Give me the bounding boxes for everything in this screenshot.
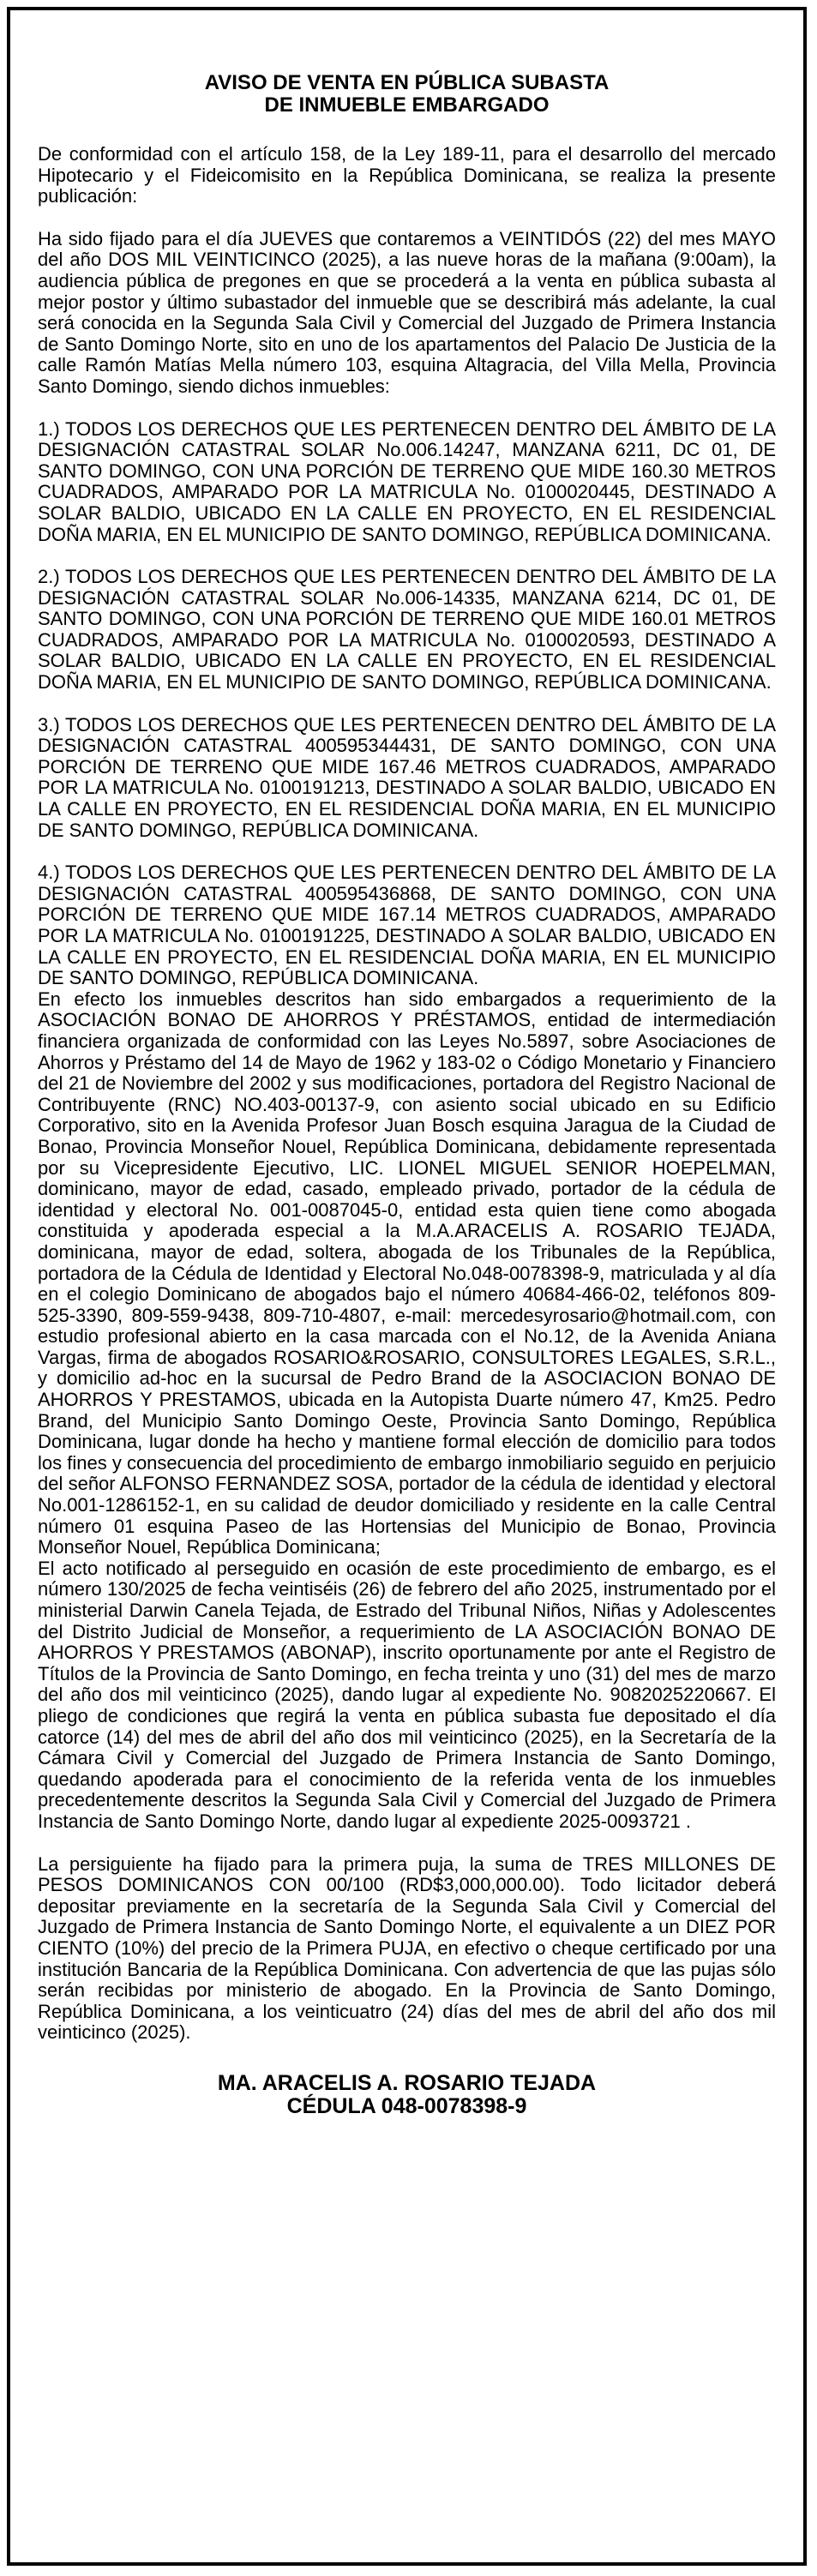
notice-title <box>38 72 776 117</box>
property-3: 3.) TODOS LOS DERECHOS QUE LES PERTENECEN DENTRO DEL ÁMBITO DE LA DESIGNACIÓN CATASTRAL 400595344431, DE SANTO DOMINGO, CON UNA PORCIÓN DE TERRENO QUE MIDE 167.46 METROS CUADRADOS, AMPARADO POR LA MATRICULA No. 0100191213, DESTINADO A SOLAR BALDIO, UBICADO EN LA CALLE EN PROYECTO, EN EL RESIDENCIAL DOÑA MARIA, EN EL MUNICIPIO DE SANTO DOMINGO, REPÚBLICA DOMINICANA. <box>38 713 776 841</box>
signature-id: CÉDULA 048-0078398-9 <box>286 2093 527 2118</box>
embargo-paragraph: En efecto los inmuebles descritos han sido embargados a requerimiento de la ASOCIACIÓN BONAO DE AHORROS Y PRÉSTAMOS, entidad de intermediación financiera organizada de conformidad con las Leyes No.5897, sobre Asociaciones de Ahorros y Préstamo del 14 de Mayo de 1962 y 183-02 o Código Monetario y Financiero del 21 de Noviembre del 2002 y sus modificaciones, portadora del Registro Nacional de Contribuyente (RNC) NO.403-00137-9, con asiento social ubicado en su Edificio Corporativo, sito en la Avenida Profesor Juan Bosch esquina Jaragua de la Ciudad de Bonao, Provincia Monseñor Nouel, República Dominicana, debidamente representada por su Vicepresidente Ejecutivo, LIC. LIONEL MIGUEL SENIOR HOEPELMAN, dominicano, mayor de edad, casado, empleado privado, portador de la cédula de identidad y electoral No. 001-0087045-0, entidad esta quien tiene como abogada constituida y apoderada especial a la M.A.ARACELIS A. ROSARIO TEJADA, dominicana, mayor de edad, soltera, abogada de los Tribunales de la República, portadora de la Cédula de Identidad y Electoral No.048-0078398-9, matriculada y al día en el colegio Dominicano de abogados bajo el número 40684-466-02, teléfonos 809-525-3390, 809-559-9438, 809-710-4807, e-mail: mercedesyrosario@hotmail.com, con estudio profesional abierto en la casa marcada con el No.12, de la Avenida Aniana Vargas, firma de abogados ROSARIO&ROSARIO, CONSULTORES LEGALES, S.R.L., y domicilio ad-hoc en la sucursal de Pedro Brand de la ASOCIACION BONAO DE AHORROS Y PRESTAMOS, ubicada en la Autopista Duarte número 47, Km25. Pedro Brand, del Municipio Santo Domingo Oeste, Provincia Santo Domingo, República Dominicana, lugar donde ha hecho y mantiene formal elección de domicilio para todos los fines y consecuencia del procedimiento de embargo inmobiliario seguido en perjuicio del señor ALFONSO FERNANDEZ SOSA, portador de la cédula de identidad y electoral No.001-1286152-1, en su calidad de deudor domiciliado y residente en la calle Central número 01 esquina Paseo de las Hortensias del Municipio de Bonao, Provincia Monseñor Nouel, República Dominicana; <box>38 988 776 1558</box>
property-1: 1.) TODOS LOS DERECHOS QUE LES PERTENECEN DENTRO DEL ÁMBITO DE LA DESIGNACIÓN CATASTRAL SOLAR No.006.14247, MANZANA 6211, DC 01, DE SANTO DOMINGO, CON UNA PORCIÓN DE TERRENO QUE MIDE 160.30 METROS CUADRADOS, AMPARADO POR LA MATRICULA No. 0100020445, DESTINADO A SOLAR BALDIO, UBICADO EN LA CALLE EN PROYECTO, EN EL RESIDENCIAL DOÑA MARIA, EN EL MUNICIPIO DE SANTO DOMINGO, REPÚBLICA DOMINICANA. <box>38 417 776 545</box>
property-4: 4.) TODOS LOS DERECHOS QUE LES PERTENECEN DENTRO DEL ÁMBITO DE LA DESIGNACIÓN CATASTRAL 400595436868, DE SANTO DOMINGO, CON UNA PORCIÓN DE TERRENO QUE MIDE 167.14 METROS CUADRADOS, AMPARADO POR LA MATRICULA No. 0100191225, DESTINADO A SOLAR BALDIO, UBICADO EN LA CALLE EN PROYECTO, EN EL RESIDENCIAL DOÑA MARIA, EN EL MUNICIPIO DE SANTO DOMINGO, REPÚBLICA DOMINICANA. <box>38 862 776 989</box>
notice-border <box>7 7 807 2566</box>
title-line-1: AVISO DE VENTA EN PÚBLICA SUBASTA <box>204 71 610 94</box>
intro-paragraph: De conformidad con el artículo 158, de la Ley 189-11, para el desarrollo del mercado Hipotecario y el Fideicomisito en la República Dominicana, se realiza la presente publicación: <box>38 143 776 207</box>
notice-body <box>38 72 776 2118</box>
signature-block <box>38 2072 776 2118</box>
property-2: 2.) TODOS LOS DERECHOS QUE LES PERTENECEN DENTRO DEL ÁMBITO DE LA DESIGNACIÓN CATASTRAL SOLAR No.006-14335, MANZANA 6214, DC 01, DE SANTO DOMINGO, CON UNA PORCIÓN DE TERRENO QUE MIDE 160.01 METROS CUADRADOS, AMPARADO POR LA MATRICULA No. 0100020593, DESTINADO A SOLAR BALDIO, UBICADO EN LA CALLE EN PROYECTO, EN EL RESIDENCIAL DOÑA MARIA, EN EL MUNICIPIO DE SANTO DOMINGO, REPÚBLICA DOMINICANA. <box>38 566 776 694</box>
signature-name: MA. ARACELIS A. ROSARIO TEJADA <box>217 2070 597 2095</box>
title-line-2: DE INMUEBLE EMBARGADO <box>264 93 550 117</box>
schedule-paragraph: Ha sido fijado para el día JUEVES que contaremos a VEINTIDÓS (22) del mes MAYO del año DOS MIL VEINTICINCO (2025), a las nueve horas de la mañana (9:00am), la audiencia pública de pregones en que se procederá a la venta en pública subasta al mejor postor y último subastador del inmueble que se describirá más adelante, la cual será conocida en la Segunda Sala Civil y Comercial del Juzgado de Primera Instancia de Santo Domingo Norte, sito en uno de los apartamentos del Palacio De Justicia de la calle Ramón Matías Mella número 103, esquina Altagracia, del Villa Mella, Provincia Santo Domingo, siendo dichos inmuebles: <box>38 227 776 397</box>
act-paragraph: El acto notificado al perseguido en ocasión de este procedimiento de embargo, es el número 130/2025 de fecha veintiséis (26) de febrero del año 2025, instrumentado por el ministerial Darwin Canela Tejada, de Estrado del Tribunal Niños, Niñas y Adolescentes del Distrito Judicial de Monseñor, a requerimiento de LA ASOCIACIÓN BONAO DE AHORROS Y PRESTAMOS (ABONAP), inscrito oportunamente por ante el Registro de Títulos de la Provincia de Santo Domingo, en fecha treinta y uno (31) del mes de marzo del año dos mil veinticinco (2025), dando lugar al expediente No. 9082025220667. El pliego de condiciones que regirá la venta en pública subasta fue depositado el día catorce (14) del mes de abril del año dos mil veinticinco (2025), en la Secretaría de la Cámara Civil y Comercial del Juzgado de Primera Instancia de Santo Domingo, quedando apoderada para el conocimiento de la referida venta de los inmuebles precedentemente descritos la Segunda Sala Civil y Comercial del Juzgado de Primera Instancia de Santo Domingo Norte, dando lugar al expediente 2025-0093721 . <box>38 1557 776 1832</box>
first-bid-paragraph: La persiguiente ha fijado para la primera puja, la suma de TRES MILLONES DE PESOS DOMINICANOS CON 00/100 (RD$3,000,000.00). Todo licitador deberá depositar previamente en la secretaría de la Segunda Sala Civil y Comercial del Juzgado de Primera Instancia de Santo Domingo Norte, el equivalente a un DIEZ POR CIENTO (10%) del precio de la Primera PUJA, en efectivo o cheque certificado por una institución Bancaria de la República Dominicana. Con advertencia de que las pujas sólo serán recibidas por ministerio de abogado. En la Provincia de Santo Domingo, República Dominicana, a los veinticuatro (24) días del mes de abril del año dos mil veinticinco (2025). <box>38 1852 776 2044</box>
